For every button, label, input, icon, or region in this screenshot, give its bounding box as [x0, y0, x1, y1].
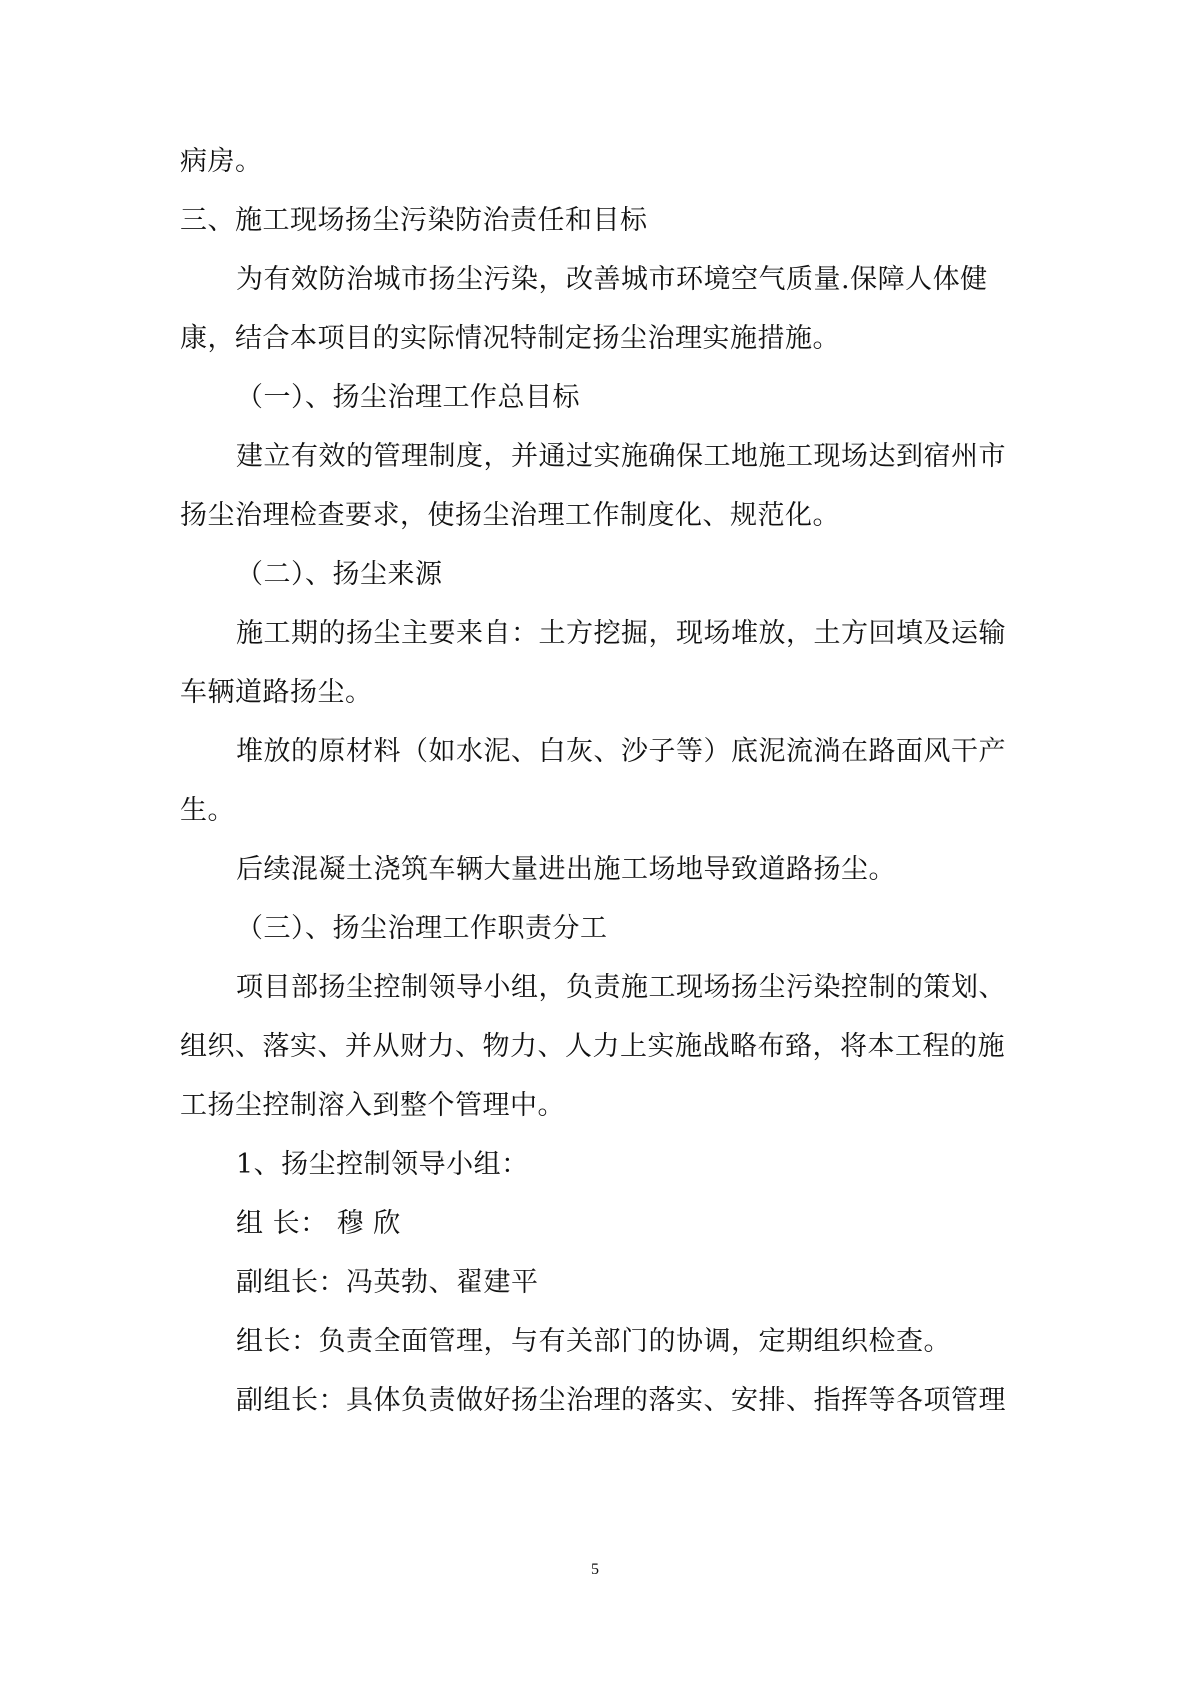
member-line: 副组长：冯英勃、翟建平: [236, 1267, 539, 1298]
paragraph-line: 生。: [180, 795, 235, 826]
subsection-heading: （二）、扬尘来源: [236, 559, 443, 590]
paragraph-line: 副组长：具体负责做好扬尘治理的落实、安排、指挥等各项管理: [236, 1385, 1006, 1416]
subsection-heading: （一）、扬尘治理工作总目标: [236, 382, 580, 413]
paragraph-line: 康，结合本项目的实际情况特制定扬尘治理实施措施。: [180, 323, 840, 354]
paragraph-line: 扬尘治理检查要求，使扬尘治理工作制度化、规范化。: [180, 500, 840, 531]
paragraph-line: 后续混凝土浇筑车辆大量进出施工场地导致道路扬尘。: [236, 854, 896, 885]
paragraph-line: 病房。: [180, 146, 263, 177]
paragraph-line: 施工期的扬尘主要来自：土方挖掘，现场堆放，土方回填及运输: [236, 618, 1006, 649]
list-heading: 1、扬尘控制领导小组：: [236, 1149, 529, 1180]
section-heading: 三、施工现场扬尘污染防治责任和目标: [180, 205, 648, 236]
member-line: 组 长： 穆 欣: [236, 1208, 401, 1239]
paragraph-line: 为有效防治城市扬尘污染，改善城市环境空气质量.保障人体健: [236, 264, 988, 295]
paragraph-line: 堆放的原材料（如水泥、白灰、沙子等）底泥流淌在路面风干产: [236, 736, 1006, 767]
paragraph-line: 建立有效的管理制度，并通过实施确保工地施工现场达到宿州市: [236, 441, 1006, 472]
paragraph-line: 组长：负责全面管理，与有关部门的协调，定期组织检查。: [236, 1326, 951, 1357]
subsection-heading: （三）、扬尘治理工作职责分工: [236, 913, 608, 944]
paragraph-line: 车辆道路扬尘。: [180, 677, 373, 708]
page-number: 5: [591, 1561, 599, 1578]
paragraph-line: 组织、落实、并从财力、物力、人力上实施战略布臵，将本工程的施: [180, 1031, 1005, 1062]
paragraph-line: 工扬尘控制溶入到整个管理中。: [180, 1090, 565, 1121]
paragraph-line: 项目部扬尘控制领导小组，负责施工现场扬尘污染控制的策划、: [236, 972, 1006, 1003]
